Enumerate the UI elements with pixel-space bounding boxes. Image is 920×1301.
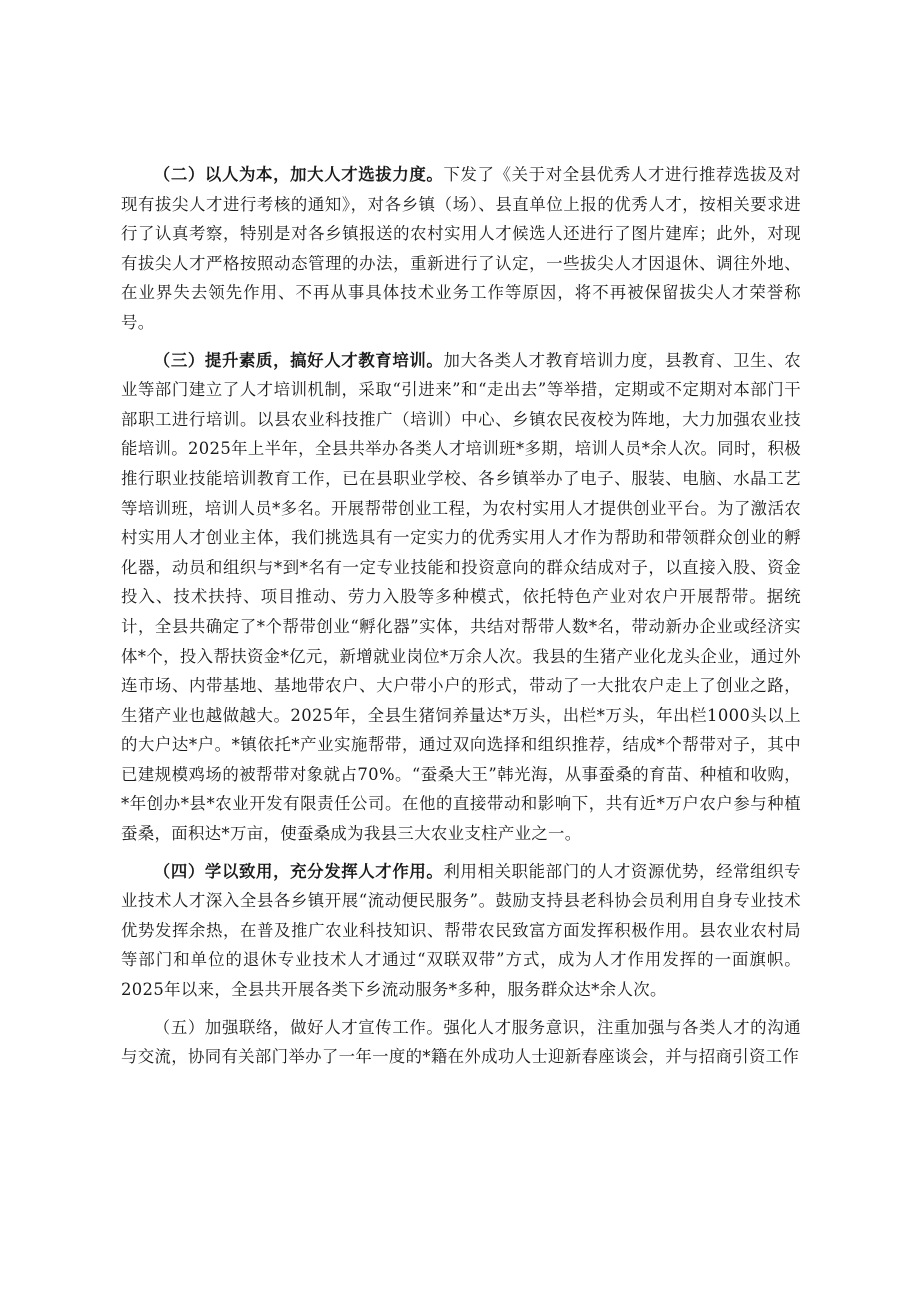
paragraph-text: 加大各类人才教育培训力度，县教育、卫生、农业等部门建立了人才培训机制，采取“引进来”和“走出去”等举措，定期或不定期对本部门干部职工进行培训。以县农业科技推广（培训）中心、乡镇农民夜校为阵地，大力加强农业技能培训。2025年上半年，全县共举办各类人才培训班*多期，培训人员*余人次。同时，积极推行职业技能培训教育工作，已在县职业学校、各乡镇举办了电子、服装、电脑、水晶工艺等培训班，培训人员*多名。开展帮带创业工程，为农村实用人才提供创业平台。为了激活农村实用人才创业主体，我们挑选具有一定实力的优秀实用人才作为帮助和带领群众创业的孵化器，动员和组织与*到*名有一定专业技能和投资意向的群众结成对子，以直接入股、资金投入、技术扶持、项目推动、劳力入股等多种模式，依托特色产业对农户开展帮带。据统计，全县共确定了*个帮带创业“孵化器”实体，共结对帮带人数*名，带动新办企业或经济实体*个，投入帮扶资金*亿元，新增就业岗位*万余人次。我县的生猪产业化龙头企业，通过外连市场、内带基地、基地带农户、大户带小户的形式，带动了一大批农户走上了创业之路，生猪产业也越做越大。2025年，全县生猪饲养量达*万头，出栏*万头，年出栏1000头以上的大户达*户。*镇依托*产业实施帮带，通过双向选择和组织推荐，结成*个帮带对子，其中已建规模鸡场的被帮带对象就占70%。“蚕桑大王”韩光海，从事蚕桑的育苗、种植和收购，*年创办*县*农业开发有限责任公司。在他的直接带动和影响下，共有近*万户农户参与种植蚕桑，面积达*万亩，使蚕桑成为我县三大农业支柱产业之一。 [121, 350, 801, 844]
paragraph-text: 强化人才服务意识，注重加强与各类人才的沟通与交流，协同有关部门举办了一年一度的*籍在外成功人士迎新春座谈会，并与招商引资工作 [121, 1017, 801, 1067]
paragraph-text: 下发了《关于对全县优秀人才进行推荐选拔及对现有拔尖人才进行考核的通知》，对各乡镇（场）、县直单位上报的优秀人才，按相关要求进行了认真考察，特别是对各乡镇报送的农村实用人才候选人还进行了图片建库；此外，对现有拔尖人才严格按照动态管理的办法，重新进行了认定，一些拔尖人才因退休、调往外地、在业界失去领先作用、不再从事具体技术业务工作等原因，将不再被保留拔尖人才荣誉称号。 [121, 165, 801, 332]
paragraph-3 [121, 346, 801, 849]
section-heading: （二）以人为本，加大人才选拔力度。 [153, 165, 444, 184]
paragraph-text: 利用相关职能部门的人才资源优势，经常组织专业技术人才深入全县各乡镇开展“流动便民服务”。鼓励支持县老科协会员利用自身专业技术优势发挥余热，在普及推广农业科技知识、帮带农民致富方面发挥积极作用。县农业农村局等部门和单位的退休专业技术人才通过“双联双带”方式，成为人才作用发挥的一面旗帜。2025年以来，全县共开展各类下乡流动服务*多种，服务群众达*余人次。 [121, 861, 801, 1000]
paragraph-5 [121, 1013, 801, 1072]
section-heading: （五）加强联络，做好人才宣传工作。 [153, 1017, 444, 1037]
paragraph-4 [121, 857, 801, 1005]
section-heading: （四）学以致用，充分发挥人才作用。 [153, 861, 444, 881]
section-heading: （三）提升素质，搞好人才教育培训。 [153, 350, 444, 370]
document-body [121, 160, 801, 1080]
paragraph-2 [121, 160, 801, 338]
